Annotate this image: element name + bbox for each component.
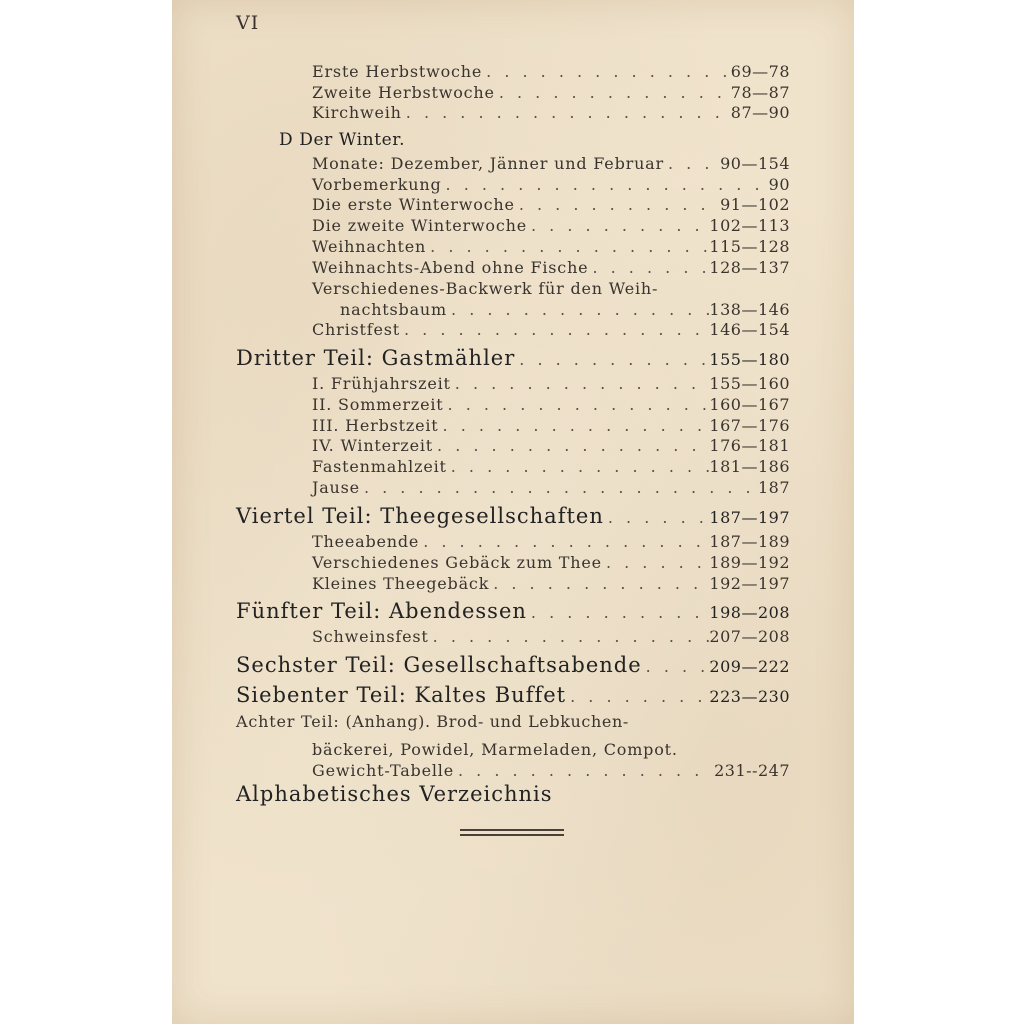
part-pages: 223—230 xyxy=(709,687,790,706)
leader-dots xyxy=(429,627,710,647)
entry-pages: 78—87 xyxy=(730,83,790,102)
toc-entry xyxy=(312,457,790,477)
part-title: Siebenter Teil: Kaltes Buffet xyxy=(236,683,567,707)
leader-dots xyxy=(447,457,710,477)
leader-dots xyxy=(419,532,709,552)
entry-label: III. Herbstzeit xyxy=(312,416,439,435)
toc-entry xyxy=(312,103,790,123)
entry-label: Jause xyxy=(312,478,360,497)
toc-entry-line: bäckerei, Powidel, Marmeladen, Compot. xyxy=(312,740,678,759)
part-pages: 209—222 xyxy=(709,657,790,676)
index-heading: Alphabetisches Verzeichnis xyxy=(236,782,553,806)
leader-dots xyxy=(447,300,709,320)
leader-dots xyxy=(515,195,720,215)
entry-label: IV. Winterzeit xyxy=(312,436,434,455)
entry-pages: 69—78 xyxy=(730,62,790,81)
entry-label: Weihnachten xyxy=(312,237,427,256)
leader-dots xyxy=(442,175,769,195)
part-pages: 155—180 xyxy=(709,350,790,369)
entry-pages: 90—154 xyxy=(720,154,790,173)
entry-pages: 90 xyxy=(768,175,790,194)
annex-text: (Anhang). Brod- und Lebkuchen- xyxy=(345,712,629,731)
toc-entry xyxy=(312,395,790,415)
entry-pages: 138—146 xyxy=(709,300,790,319)
entry-label: I. Frühjahrszeit xyxy=(312,374,451,393)
leader-dots xyxy=(495,83,731,103)
toc-entry xyxy=(312,154,790,174)
entry-label: Verschiedenes Gebäck zum Thee xyxy=(312,553,602,572)
part-title: Achter Teil: xyxy=(236,712,340,731)
entry-pages: 192—197 xyxy=(709,574,790,593)
entry-label: Schweinsfest xyxy=(312,627,429,646)
entry-pages: 189—192 xyxy=(709,553,790,572)
part-title: Viertel Teil: Theegesellschaften xyxy=(236,504,604,528)
entry-pages: 115—128 xyxy=(709,237,790,256)
entry-pages: 91—102 xyxy=(720,195,790,214)
toc-entry xyxy=(312,416,790,436)
entry-label: Christfest xyxy=(312,320,400,339)
entry-pages: 207—208 xyxy=(709,627,790,646)
leader-dots xyxy=(642,654,710,680)
entry-label: Die zweite Winterwoche xyxy=(312,216,527,235)
leader-dots xyxy=(451,374,710,394)
part-pages: 187—197 xyxy=(709,508,790,527)
toc-entry xyxy=(312,320,790,340)
entry-label: Die erste Winterwoche xyxy=(312,195,515,214)
toc-entry xyxy=(312,175,790,195)
leader-dots xyxy=(444,395,710,415)
table-of-contents xyxy=(172,0,854,1024)
leader-dots xyxy=(489,574,709,594)
toc-entry-line: Verschiedenes-Backwerk für den Weih- xyxy=(312,279,659,298)
toc-entry xyxy=(312,237,790,257)
toc-entry xyxy=(312,62,790,82)
leader-dots xyxy=(400,320,709,340)
toc-part xyxy=(236,345,790,373)
entry-label: Kirchweih xyxy=(312,103,402,122)
entry-pages: 102—113 xyxy=(709,216,790,235)
leader-dots xyxy=(566,684,709,710)
toc-entry xyxy=(312,478,790,498)
entry-pages: 155—160 xyxy=(709,374,790,393)
entry-label: II. Sommerzeit xyxy=(312,395,444,414)
leader-dots xyxy=(439,416,710,436)
entry-label: Zweite Herbstwoche xyxy=(312,83,495,102)
leader-dots xyxy=(527,600,710,626)
toc-part xyxy=(236,652,790,680)
toc-entry xyxy=(312,761,790,781)
entry-label: nachtsbaum xyxy=(340,300,448,319)
toc-entry xyxy=(312,258,790,278)
leader-dots xyxy=(454,761,714,781)
part-pages: 198—208 xyxy=(709,603,790,622)
toc-entry xyxy=(312,216,790,236)
leader-dots xyxy=(402,103,731,123)
decorative-double-rule xyxy=(460,829,564,841)
entry-label: Monate: Dezember, Jänner und Februar xyxy=(312,154,664,173)
toc-entry xyxy=(312,300,790,320)
entry-pages: 187 xyxy=(757,478,790,497)
part-title: Sechster Teil: Gesellschaftsabende xyxy=(236,653,642,677)
entry-pages: 176—181 xyxy=(709,436,790,455)
toc-entry xyxy=(312,195,790,215)
leader-dots xyxy=(604,505,710,531)
leader-dots xyxy=(433,436,709,456)
entry-pages: 181—186 xyxy=(709,457,790,476)
leader-dots xyxy=(482,62,731,82)
leader-dots xyxy=(515,347,709,373)
toc-entry xyxy=(312,436,790,456)
part-title: Fünfter Teil: Abendessen xyxy=(236,599,527,623)
toc-entry xyxy=(312,374,790,394)
leader-dots xyxy=(360,478,758,498)
toc-entry xyxy=(312,627,790,647)
toc-entry xyxy=(312,83,790,103)
leader-dots xyxy=(664,154,720,174)
entry-pages: 146—154 xyxy=(709,320,790,339)
entry-pages: 167—176 xyxy=(709,416,790,435)
toc-part-heading xyxy=(236,712,629,732)
entry-label: Fastenmahlzeit xyxy=(312,457,447,476)
leader-dots xyxy=(602,553,709,573)
leader-dots xyxy=(527,216,709,236)
entry-pages: 87—90 xyxy=(730,103,790,122)
toc-part xyxy=(236,598,790,626)
part-title: Dritter Teil: Gastmähler xyxy=(236,346,516,370)
entry-pages: 128—137 xyxy=(709,258,790,277)
entry-label: Vorbemerkung xyxy=(312,175,442,194)
book-page xyxy=(172,0,854,1024)
toc-entry xyxy=(312,553,790,573)
entry-pages: 231--247 xyxy=(714,761,790,780)
entry-label: Kleines Theegebäck xyxy=(312,574,490,593)
entry-pages: 187—189 xyxy=(709,532,790,551)
toc-part xyxy=(236,682,790,710)
entry-label: Weihnachts-Abend ohne Fische xyxy=(312,258,589,277)
leader-dots xyxy=(588,258,709,278)
season-heading: D Der Winter. xyxy=(279,130,406,150)
entry-label: Erste Herbstwoche xyxy=(312,62,483,81)
toc-part xyxy=(236,503,790,531)
entry-label: Gewicht-Tabelle xyxy=(312,761,454,780)
entry-label: Theeabende xyxy=(312,532,420,551)
toc-entry xyxy=(312,574,790,594)
leader-dots xyxy=(426,237,709,257)
toc-entry xyxy=(312,532,790,552)
page-number: VI xyxy=(236,12,260,34)
entry-pages: 160—167 xyxy=(709,395,790,414)
